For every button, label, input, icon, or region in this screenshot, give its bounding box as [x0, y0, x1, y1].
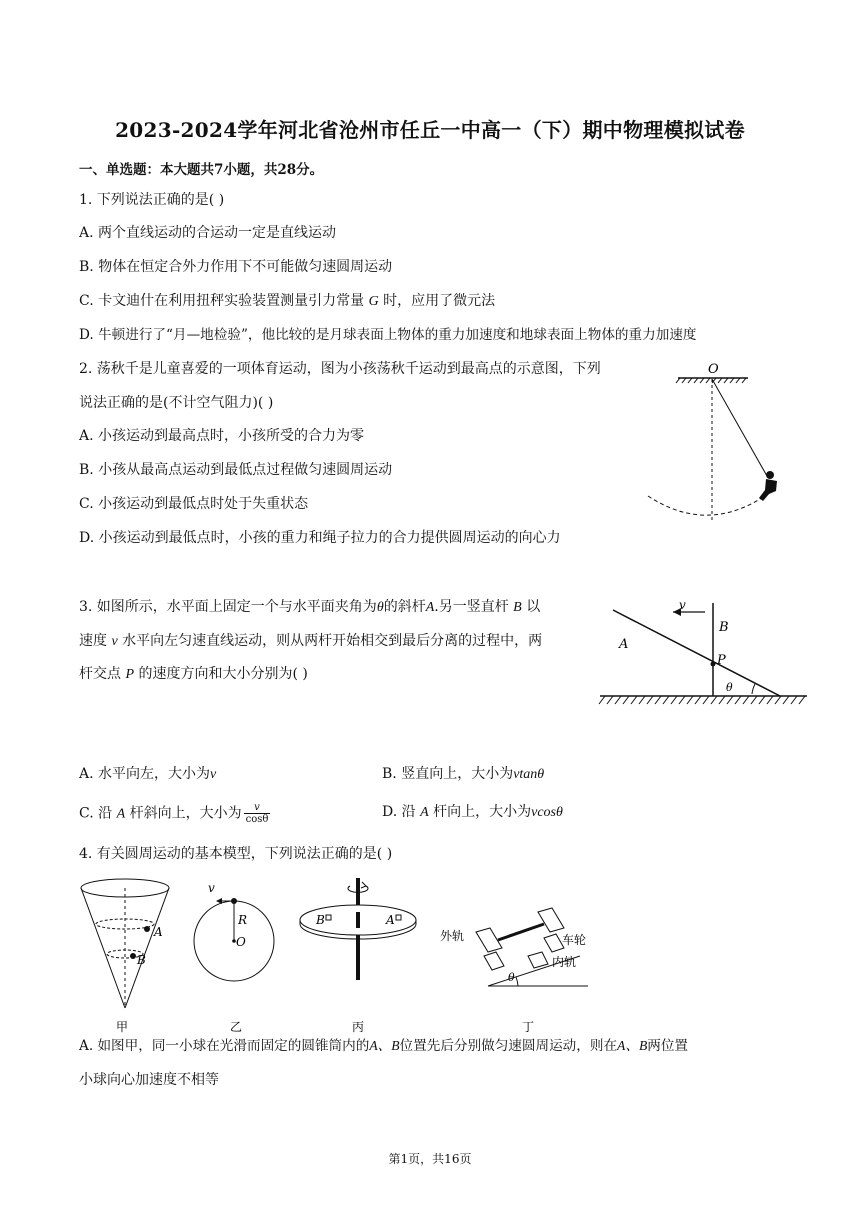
circle-label-v: v	[208, 881, 215, 895]
fraction-v-over-cos: $\frac{v}{\cos\theta}$	[245, 802, 269, 825]
rods-label-a: A	[619, 637, 629, 652]
q2-stem-line1: 2. 荡秋千是儿童喜爱的一项体育运动，图为小孩荡秋千运动到最高点的示意图，下列	[79, 361, 601, 377]
cone-caption: 甲	[116, 1020, 129, 1034]
q3-stem-line3: 杆交点 P 的速度方向和大小分别为( )	[79, 666, 308, 682]
circle-label-o: O	[236, 935, 246, 949]
turntable-label-a: A	[386, 913, 395, 927]
q3-stem-line2: 速度 v 水平向左匀速直线运动，则从两杆开始相交到最后分离的过程中，两	[79, 633, 543, 649]
rods-label-theta: θ	[726, 681, 733, 694]
rods-label-v: v	[679, 598, 686, 612]
rods-label-p: P	[717, 653, 726, 668]
q1-option-c: C. 卡文迪什在利用扭秤实验装置测量引力常量 G 时，应用了微元法	[79, 293, 496, 309]
swing-figure	[630, 358, 800, 528]
q3-option-b: B. 竖直向上，大小为vtanθ	[382, 766, 545, 782]
turntable-label-b: B	[316, 913, 325, 927]
turntable-figure	[296, 876, 446, 1041]
circle-figure	[190, 876, 290, 1041]
q4-option-a-line2: 小球向心加速度不相等	[79, 1072, 219, 1088]
swing-label-o: O	[708, 362, 719, 377]
circle-caption: 乙	[230, 1020, 243, 1034]
q1-stem: 1. 下列说法正确的是( )	[79, 192, 225, 208]
q2-stem-line2: 说法正确的是(不计空气阻力)( )	[79, 395, 274, 411]
q1-option-a: A. 两个直线运动的合运动一定是直线运动	[79, 225, 337, 241]
track-label-theta: θ	[508, 971, 515, 984]
track-label-wheel: 车轮	[562, 933, 587, 947]
child-icon	[759, 471, 777, 501]
q3-option-a: A. 水平向左，大小为v	[79, 766, 217, 782]
q3-option-d: D. 沿 A 杆向上，大小为vcosθ	[382, 804, 563, 820]
cone-figure	[75, 876, 185, 1041]
cone-label-a: A	[154, 925, 163, 939]
q2-option-a: A. 小孩运动到最高点时，小孩所受的合力为零	[79, 428, 365, 444]
q3-option-c: C. 沿 A 杆斜向上，大小为 $\frac{v}{\cos\theta}$	[79, 802, 269, 825]
page-title: 2023-2024学年河北省沧州市任丘一中高一（下）期中物理模拟试卷	[115, 118, 745, 142]
q1-option-d: D. 牛顿进行了“月—地检验”，他比较的是月球表面上物体的重力加速度和地球表面上物体的重力加速度	[79, 327, 697, 343]
banked-track-figure	[440, 876, 610, 1041]
circle-label-r: R	[238, 913, 248, 927]
q4-option-a-line1: A. 如图甲，同一小球在光滑而固定的圆锥筒内的A、B位置先后分别做匀速圆周运动，则在A、B两位置	[79, 1038, 689, 1054]
track-label-outer: 外轨	[440, 929, 465, 943]
q2-option-b: B. 小孩从最高点运动到最低点过程做匀速圆周运动	[79, 462, 393, 478]
q2-option-d: D. 小孩运动到最低点时，小孩的重力和绳子拉力的合力提供圆周运动的向心力	[79, 530, 561, 546]
rods-figure	[595, 598, 815, 710]
q4-stem: 4. 有关圆周运动的基本模型，下列说法正确的是( )	[79, 846, 393, 862]
page-footer: 第1页，共16页	[388, 1152, 472, 1166]
track-label-inner: 内轨	[552, 955, 577, 969]
q3-stem-line1: 3. 如图所示，水平面上固定一个与水平面夹角为θ的斜杆A.另一竖直杆 B 以	[79, 599, 541, 615]
turntable-caption: 丙	[352, 1020, 365, 1034]
q2-option-c: C. 小孩运动到最低点时处于失重状态	[79, 496, 309, 512]
track-caption: 丁	[522, 1020, 535, 1034]
rods-label-b: B	[719, 620, 729, 635]
cone-label-b: B	[137, 953, 146, 967]
section-heading: 一、单选题：本大题共7小题，共28分。	[79, 162, 324, 178]
q1-option-b: B. 物体在恒定合外力作用下不可能做匀速圆周运动	[79, 259, 393, 275]
